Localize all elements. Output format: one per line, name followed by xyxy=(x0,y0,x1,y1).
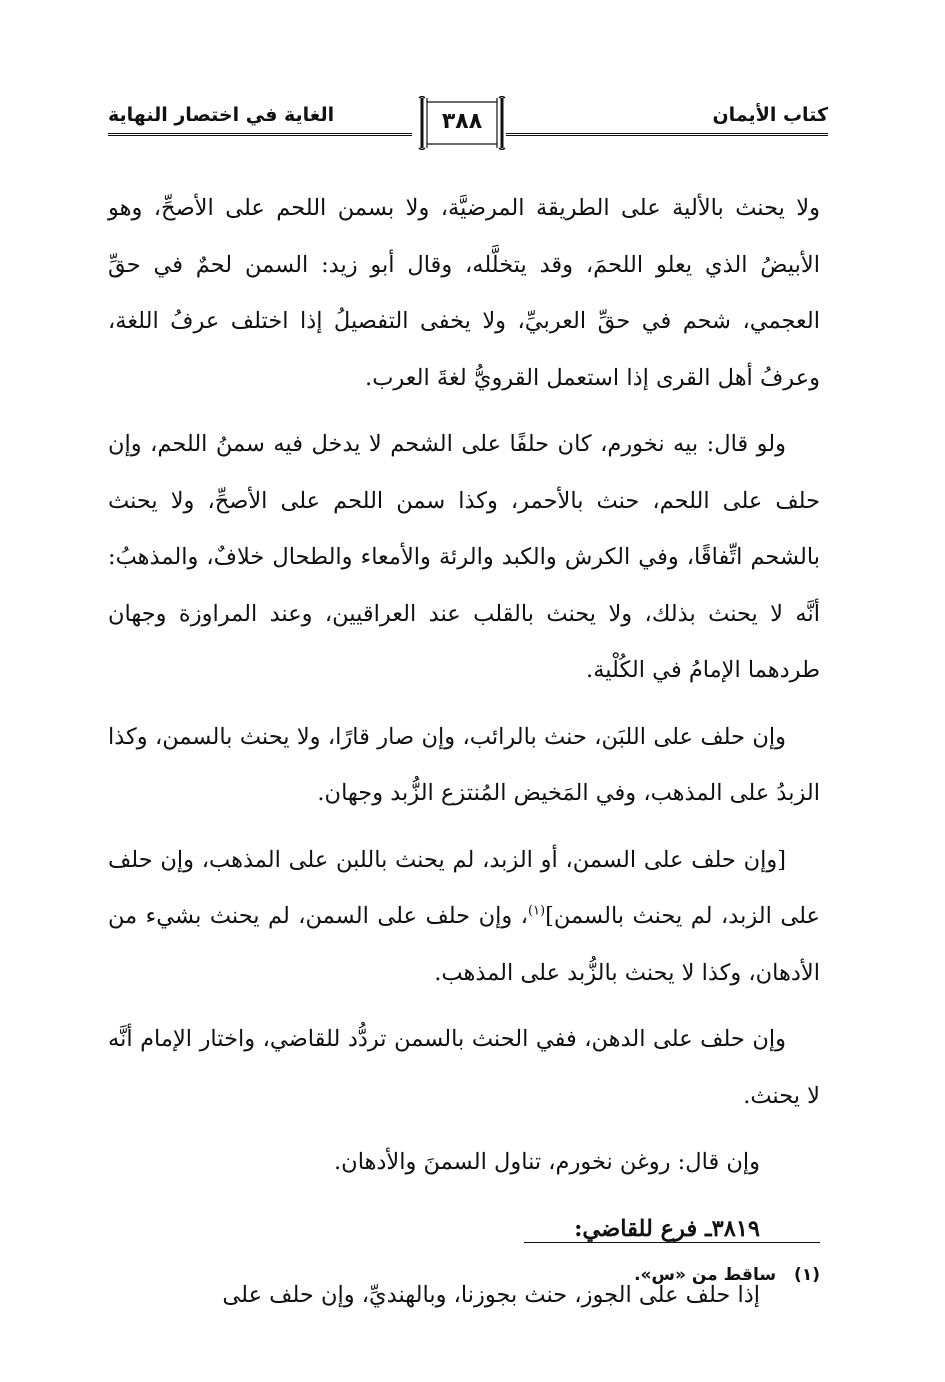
main-text xyxy=(108,180,820,1334)
paragraph-4-text-after: ، وإن حلف على السمن، لم يحنث بشيء من الأدهان، وكذا لا يحنث بالزُّبد على المذهب. xyxy=(108,903,820,986)
paragraph-4-text-before: [وإن حلف على السمن، أو الزبد، لم يحنث باللبن على المذهب، وإن حلف على الزبد، لم يحنث بالسمن] xyxy=(108,846,820,929)
paragraph-7: إذا حلف على الجوز، حنث بجوزنا، وبالهنديِّ، وإن حلف على xyxy=(222,1282,760,1308)
chapter-title: كتاب الأيمان xyxy=(712,104,828,126)
paragraph-3: وإن حلف على اللبَن، حنث بالرائب، وإن صار قارًا، ولا يحنث بالسمن، وكذا الزبدُ على المذهب، وفي المَخيض المُنتزع الزُّبد وجهان. xyxy=(108,723,820,806)
paragraph-4 xyxy=(108,832,820,1002)
paragraph-5: وإن حلف على الدهن، ففي الحنث بالسمن تردُّد للقاضي، واختار الإمام أنَّه لا يحنث. xyxy=(108,1026,820,1109)
paragraph-1: ولا يحنث بالألية على الطريقة المرضيَّة، ولا بسمن اللحم على الأصحِّ، وهو الأبيضُ الذي يعلو اللحمَ، وقد يتخلَّله، وقال أبو زيد: السمن لحمٌ في حقِّ العجمي، شحم في حقِّ العربيِّ، ولا يخفى التفصيلُ إذا اختلف عرفُ اللغة، وعرفُ أهل القرى إذا استعمل القرويُّ لغةَ العرب. xyxy=(108,195,820,391)
page-number-frame xyxy=(418,96,506,150)
footnote-reference: (١) xyxy=(527,903,546,919)
page-number: ٣٨٨ xyxy=(441,109,483,134)
footnote-text: ساقط من «س». xyxy=(634,1265,777,1285)
book-title: الغاية في اختصار النهاية xyxy=(108,104,335,126)
paragraph-2: ولو قال: بيه نخورم، كان حلفًا على الشحم لا يدخل فيه سمنُ اللحم، وإن حلف على اللحم، حنث بالأحمر، وكذا سمن اللحم على الأصحِّ، ولا يحنث بالشحم اتِّفاقًا، وفي الكرش والكبد والرئة والأمعاء والطحال خلافٌ، والمذهبُ: أنَّه لا يحنث بذلك، ولا يحنث بالقلب عند العراقيين، وعند المراوزة وجهان طردهما الإمامُ في الكُلْية. xyxy=(108,431,820,683)
header-rule-right xyxy=(506,133,828,136)
header-rule-left xyxy=(108,133,412,136)
footnote-separator xyxy=(524,1242,820,1243)
section-heading: ٣٨١٩ـ فرع للقاضي: xyxy=(574,1215,760,1242)
footnote-number: (١) xyxy=(794,1265,820,1285)
paragraph-6: وإن قال: روغن نخورم، تناول السمنَ والأدهان. xyxy=(334,1149,760,1175)
footnote xyxy=(634,1265,820,1285)
running-header xyxy=(108,96,828,156)
